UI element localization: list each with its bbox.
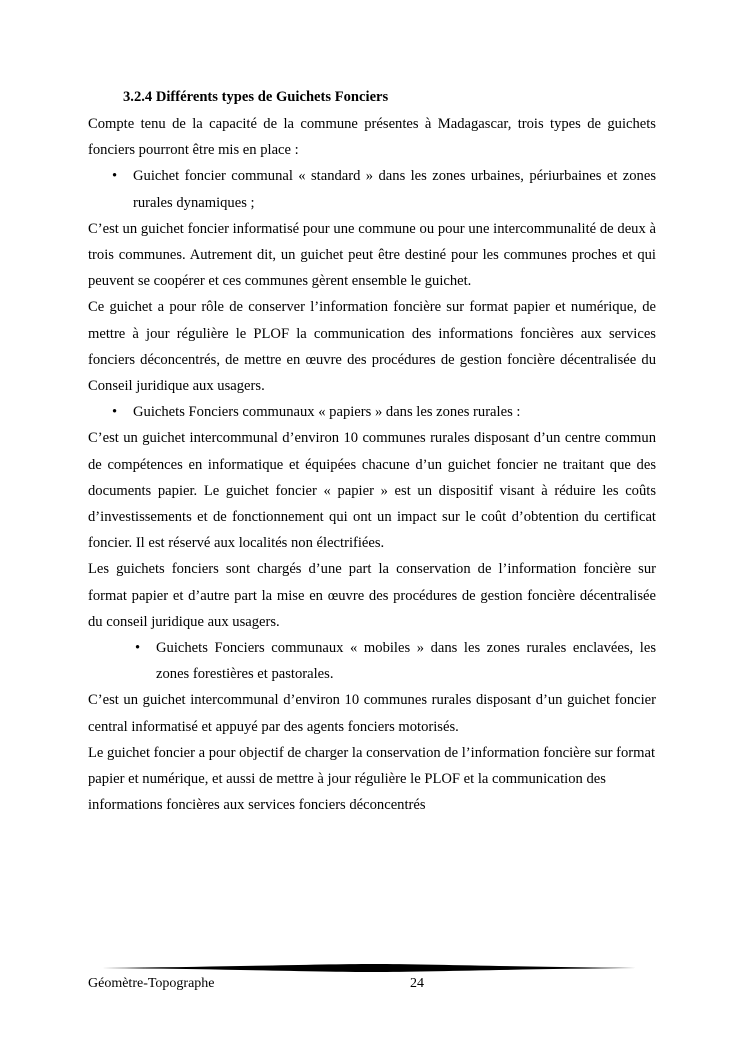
paragraph-mobiles-1: C’est un guichet intercommunal d’environ 10 communes rurales disposant d’un guichet foncier central informatisé et appuyé par des agents fonciers motorisés. [88,692,656,735]
footer-divider [102,963,642,973]
paragraph-mobiles-2: Le guichet foncier a pour objectif de charger la conservation de l’information foncière sur format papier et numérique, et aussi de mettre à jour régulière le PLOF et la communication des informations foncières aux services fonciers déconcentrés [88,744,656,814]
paragraph-papiers-2: Les guichets fonciers sont chargés d’une part la conservation de l’information foncière sur format papier et d’autre part la mise en œuvre des procédures de gestion foncière décentralisée du conseil juridique aux usagers. [88,561,656,630]
intro-paragraph: Compte tenu de la capacité de la commune présentes à Madagascar, trois types de guichets fonciers pourront être mis en place : [88,116,656,159]
paragraph-papiers-1: C’est un guichet intercommunal d’environ 10 communes rurales disposant d’un centre commun de compétences en informatique et équipées chacune d’un guichet foncier ne traitant que des documents papier. Le guichet foncier « papier » est un dispositif visant à réduire les coûts d’investissements et de fonctionnement qui ont un impact sur le coût d’obtention du certificat foncier. Il est réservé aux localités non électrifiées. [88,430,656,552]
bullet-icon: • [135,640,141,657]
bullet-mobiles [88,635,656,687]
bullet-text: Guichets Fonciers communaux « papiers » dans les zones rurales : [133,404,521,421]
paragraph-standard-1: C’est un guichet foncier informatisé pour une commune ou pour une intercommunalité de deux à trois communes. Autrement dit, un guichet peut être destiné pour les communes proches et qui peuvent se coopérer et ces communes gèrent ensemble le guichet. [88,220,656,290]
paragraph-standard-2: Ce guichet a pour rôle de conserver l’information foncière sur format papier et numérique, de mettre à jour régulière le PLOF la communication des informations foncières aux services fonciers déconcentrés, de mettre en œuvre des procédures de gestion foncière décentralisée du Conseil juridique aux usagers. [88,299,656,395]
footer-title: Géomètre-Topographe [88,976,215,991]
bullet-standard [88,163,656,215]
page-number: 24 [410,976,424,991]
bullet-icon: • [112,168,118,185]
bullet-text: Guichet foncier communal « standard » dans les zones urbaines, périurbaines et zones rurales dynamiques ; [133,168,656,211]
section-heading: 3.2.4 Différents types de Guichets Fonciers [123,89,389,105]
bullet-text: Guichets Fonciers communaux « mobiles » dans les zones rurales enclavées, les zones forestières et pastorales. [156,640,656,683]
bullet-icon: • [112,404,118,421]
bullet-papiers [88,399,656,425]
page-content [88,87,656,818]
